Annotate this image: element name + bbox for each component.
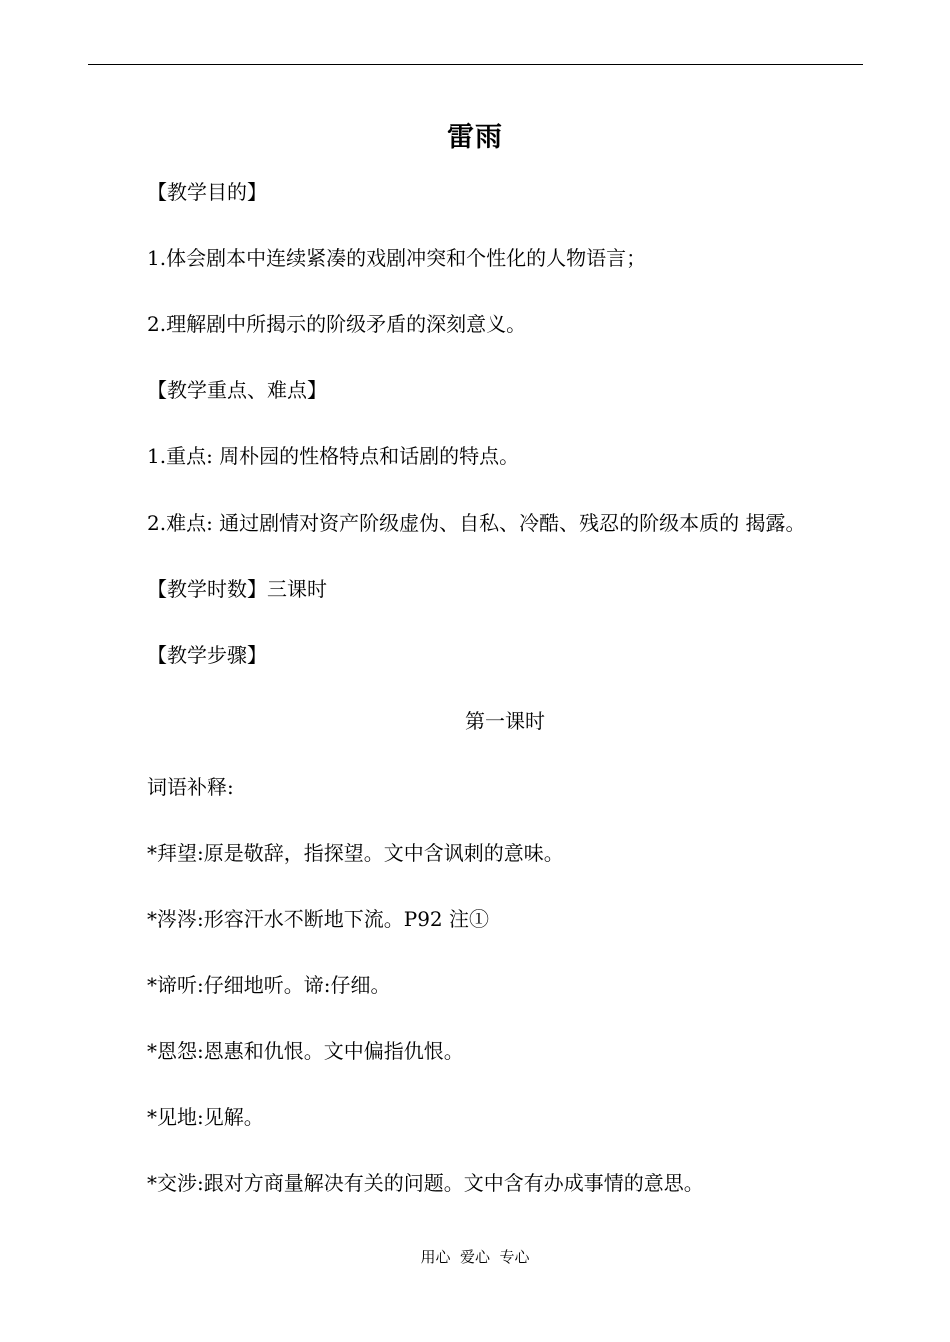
- key-point-1: 1.重点: 周朴园的性格特点和话剧的特点。: [147, 444, 520, 468]
- goal-item-1: 1.体会剧本中连续紧凑的戏剧冲突和个性化的人物语言；: [147, 246, 647, 270]
- goal-item-2: 2.理解剧中所揭示的阶级矛盾的深刻意义。: [147, 312, 527, 336]
- vocab-item: *恩怨:恩惠和仇恨。文中偏指仇恨。: [147, 1039, 464, 1063]
- key-point-2: 2.难点: 通过剧情对资产阶级虚伪、自私、冷酷、残忍的阶级本质的 揭露。: [147, 511, 806, 535]
- vocab-item: *拜望:原是敬辞，指探望。文中含讽刺的意味。: [147, 841, 564, 865]
- header-rule: [88, 64, 863, 65]
- vocab-intro: 词语补释:: [147, 775, 234, 799]
- vocab-item: *涔涔:形容汗水不断地下流。P92 注①: [147, 907, 490, 931]
- page-footer: 用心 爱心 专心: [420, 1248, 530, 1266]
- heading-key-points: 【教学重点、难点】: [147, 378, 327, 402]
- vocab-item: *交涉:跟对方商量解决有关的问题。文中含有办成事情的意思。: [147, 1171, 704, 1195]
- page-title: 雷雨: [447, 122, 503, 153]
- heading-teaching-goals: 【教学目的】: [147, 180, 267, 204]
- section-heading: 第一课时: [465, 709, 545, 733]
- vocab-item: *见地:见解。: [147, 1105, 264, 1129]
- heading-teaching-steps: 【教学步骤】: [147, 643, 267, 667]
- heading-lesson-hours: 【教学时数】三课时: [147, 577, 327, 601]
- vocab-item: *谛听:仔细地听。谛:仔细。: [147, 973, 391, 997]
